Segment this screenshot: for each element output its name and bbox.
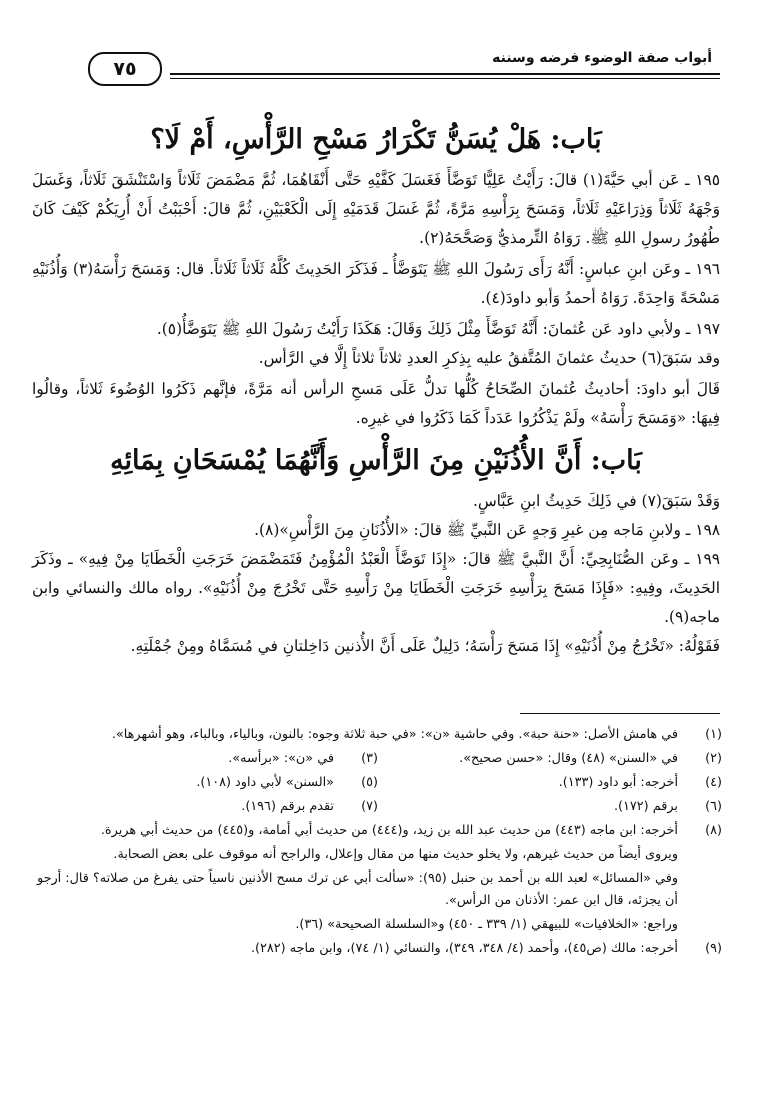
chapter-heading: بَاب: هَلْ يُسَنُّ تَكْرَارُ مَسْحِ الرَّأْسِ، أَمْ لَا؟ xyxy=(150,124,602,155)
commentary: فَقَوْلُهُ: «تَخْرُجُ مِنْ أُذُنَيْهِ» إِذَا مَسَحَ رَأْسَهُ؛ دَلِيلٌ عَلَى أَنَّ الأُذنين دَاخِلتانِ في مُسَمَّاهُ ومِنْ جُمْلَتِهِ. xyxy=(130,637,720,655)
footnote-text: في «ن»: «برأسه». xyxy=(228,751,334,766)
footnote-text: برقم (١٧٢). xyxy=(613,799,678,814)
footnote-8 xyxy=(34,820,722,842)
footnote-text: أخرجه: مالك (ص٤٥)، وأحمد (٤/ ٣٤٨، ٣٤٩)، والنسائي (١/ ٧٤)، وابن ماجه (٢٨٢). xyxy=(250,941,678,956)
hadith-196: ١٩٦ ـ وعَن ابنِ عباسٍ: أَنَّهُ رَأَى رَسُولَ اللهِ ﷺ يَتَوَضَّأُ ـ فَذَكَرَ الحَدِيثَ كُلَّهُ ثَلَاثاً ثَلَاثاً. قال: وَمَسَحَ رَأْسَهُ(٣) وَأُذُنَيْهِ مَسْحَةً وَاحِدَةً. رَوَاهُ أحمدُ وَأبو داودَ(٤). xyxy=(32,260,720,307)
hadith-197-note: وقد سَبَقَ(٦) حديثُ عثمانَ المُتَّفقُ عليه بِذِكرِ العددِ ثلاثاً ثلاثاً إِلَّا في الرَّأس. xyxy=(258,349,720,367)
footnote-number: (٣) xyxy=(361,751,378,766)
footnote-number: (١) xyxy=(705,727,722,742)
cross-reference: وَقَدْ سَبَقَ(٧) في ذَلِكَ حَدِيثُ ابنِ عَبَّاسٍ. xyxy=(472,492,720,510)
footnote-text: في هامش الأصل: «حنة حبة». وفي حاشية «ن»: «في حبة ثلاثة وجوه: بالنون، وبالياء، وبالباء، وهو أشهرها». xyxy=(111,727,678,742)
footnote-number: (٤) xyxy=(705,775,722,790)
hadith-198: ١٩٨ ـ ولابنِ مَاجه مِن غيرِ وَجهٍ عَن النَّبيِّ ﷺ قالَ: «الأُذُنَانِ مِنَ الرَّأْسِ»(٨). xyxy=(254,521,720,539)
footnote-8-continued: ويروى أيضاً من حديث غيرهم، ولا يخلو حديث منها من مقال وإعلال، والراجح أنه موقوف على بعض الصحابة. xyxy=(113,847,678,862)
chapter-heading: بَاب: أَنَّ الأُذُنَيْنِ مِنَ الرَّأْسِ وَأَنَّهُمَا يُمْسَحَانِ بِمَائِهِ xyxy=(110,445,642,476)
footnotes xyxy=(34,724,722,962)
footnote-number: (٢) xyxy=(705,751,722,766)
page-number: ٧٥ xyxy=(88,52,162,86)
footnote-8-continued: وراجع: «الخلافيات» للبيهقي (١/ ٣٣٩ ـ ٤٥٠) و«السلسلة الصحيحة» (٣٦). xyxy=(295,917,678,932)
footnote-number: (٥) xyxy=(361,775,378,790)
footnote-number: (٩) xyxy=(705,941,722,956)
footnote-4 xyxy=(378,772,722,794)
running-header xyxy=(80,50,720,80)
footnote-text: «السنن» لأبي داود (١٠٨). xyxy=(196,775,334,790)
footnote-7 xyxy=(34,796,378,818)
footnote-text: أخرجه: أبو داود (١٣٣). xyxy=(558,775,678,790)
abu-dawud-comment: قَالَ أبو داودَ: أحاديثُ عُثمانَ الصِّحَاحُ كُلُّها تدلُّ عَلَى مَسحِ الرأس أنه مَرَّةً، فإنَّهم ذَكَرُوا الوُضُوءَ ثَلاثاً، وقالُوا فِيهَا: «وَمَسَحَ رَأْسَهُ» ولَمْ يَذْكُرُوا عَدَداً كَمَا ذَكَرُوا في غيرِه. xyxy=(32,380,720,427)
footnote-row xyxy=(34,796,722,818)
footnote-9 xyxy=(34,938,722,960)
header-rule xyxy=(170,73,720,75)
footnote-text: أخرجه: ابن ماجه (٤٤٣) من حديث عبد الله بن زيد، و(٤٤٤) من حديث أبي أمامة، و(٤٤٥) من حديث أبي هريرة. xyxy=(100,823,678,838)
footnote-5 xyxy=(34,772,378,794)
footnote-separator xyxy=(520,713,720,714)
main-text xyxy=(32,112,720,661)
hadith-197: ١٩٧ ـ ولأبي داود عَن عُثمانَ: أَنَّهُ تَوَضَّأَ مِثْلَ ذَلِكَ وَقَالَ: هَكَذَا رَأَيْتُ رَسُولَ اللهِ ﷺ يَتَوَضَّأُ(٥). xyxy=(156,320,720,338)
footnote-2 xyxy=(378,748,722,770)
footnote-number: (٧) xyxy=(361,799,378,814)
footnote-6 xyxy=(378,796,722,818)
footnote-text: في «السنن» (٤٨) وقال: «حسن صحيح». xyxy=(459,751,678,766)
footnote-8-continued: وفي «المسائل» لعبد الله بن أحمد بن حنبل (٩٥): «سألت أبي عن ترك مسح الأذنين ناسياً حتى يفرغ من صلاته؟ قال: أرجو أن يجزئه، قال ابن عمر: الأذنان من الرأس». xyxy=(36,871,678,908)
hadith-195: ١٩٥ ـ عَن أبي حَيَّةَ(١) قالَ: رَأَيْتُ عَلِيًّا تَوَضَّأَ فَغَسَلَ كَفَّيْهِ حَتَّى أَنْقَاهُمَا، ثُمَّ مَضْمَضَ ثَلَاثاً وَاسْتَنْشَقَ ثَلَاثاً، وَغَسَلَ وَجْهَهُ ثَلَاثاً وَذِرَاعَيْهِ ثَلَاثاً، وَمَسَحَ بِرَأْسِهِ مَرَّةً، ثُمَّ غَسَلَ قَدَمَيْهِ إِلَى الْكَعْبَيْنِ، ثُمَّ قالَ: أَحْبَبْتُ أَنْ أُرِيَكُمْ كَيْفَ كَانَ طُهُورُ رسولِ اللهِ ﷺ. رَوَاهُ التِّرمذيُّ وَصَحَّحَهُ(٢). xyxy=(32,171,721,247)
footnote-3 xyxy=(34,748,378,770)
footnote-row xyxy=(34,772,722,794)
footnote-number: (٦) xyxy=(705,799,722,814)
footnote-1 xyxy=(34,724,722,746)
running-title: أبواب صفة الوضوء فرضه وسننه xyxy=(492,50,712,66)
footnote-row xyxy=(34,748,722,770)
footnote-number: (٨) xyxy=(705,823,722,838)
header-rule-thin xyxy=(170,78,720,79)
hadith-199: ١٩٩ ـ وعَن الصُّنَابِحِيِّ: أَنَّ النَّبيَّ ﷺ قالَ: «إِذَا تَوَضَّأَ الْعَبْدُ الْمُؤْمِنُ فَتَمَضْمَضَ خَرَجَتِ الْخَطَايَا مِنْ فِيهِ» ـ وذَكَرَ الحَدِيثَ، وفِيهِ: «فَإِذَا مَسَحَ بِرَأْسِهِ خَرَجَتِ الْخَطَايَا مِنْ رَأْسِهِ حَتَّى تَخْرُجَ مِنْ أُذُنَيْهِ». رواه مالك والنسائي وابن ماجه(٩). xyxy=(32,550,720,626)
footnote-text: تقدم برقم (١٩٦). xyxy=(241,799,334,814)
